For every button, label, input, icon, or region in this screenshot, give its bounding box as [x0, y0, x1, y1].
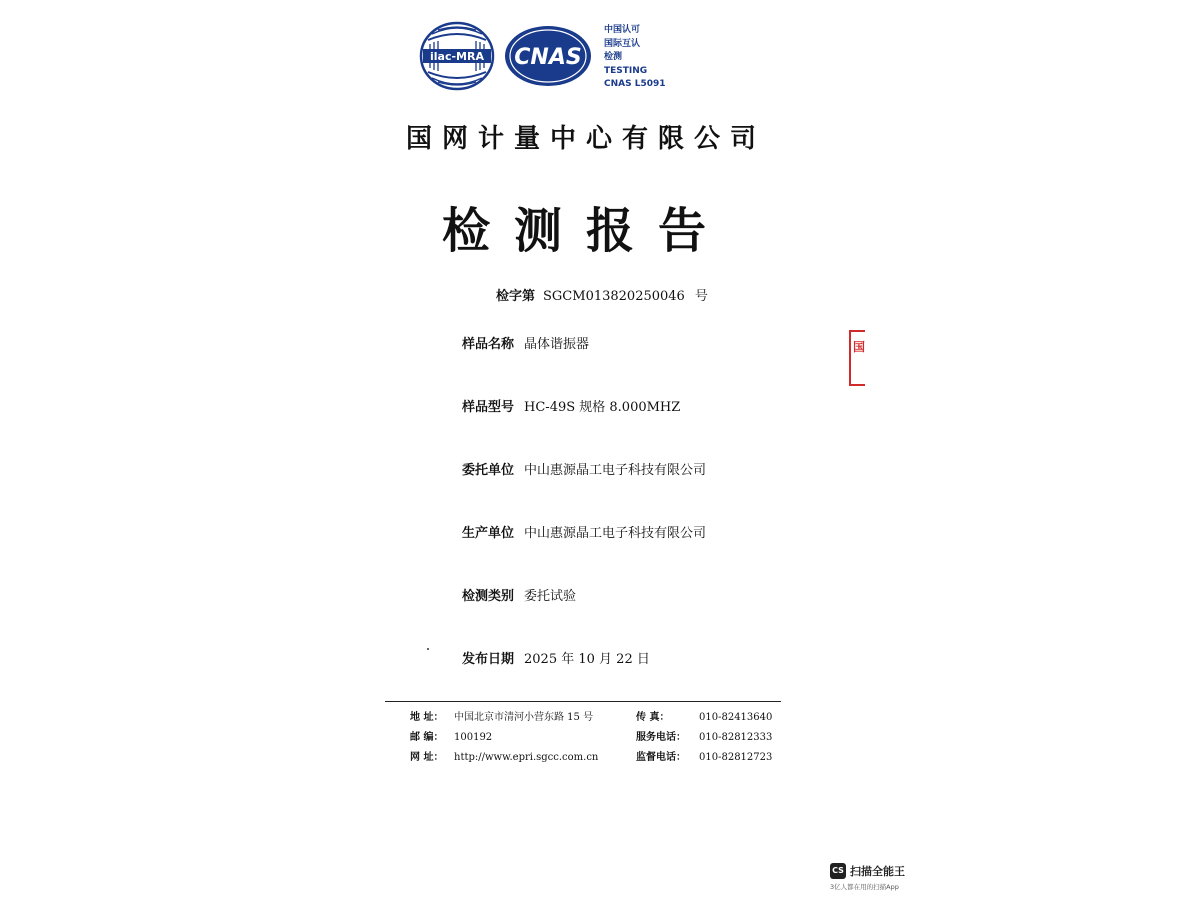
field-manufacturer [462, 522, 706, 541]
cnas-logo [503, 24, 593, 88]
report-number-value: SGCM013820250046 [543, 289, 685, 304]
footer-service-phone [636, 728, 772, 743]
field-label: 发布日期 [462, 652, 515, 667]
footer-website-value: http://www.epri.sgcc.com.cn [454, 752, 599, 763]
camscanner-watermark-tagline: 3亿人都在用的扫描App [830, 883, 899, 891]
field-label: 样品型号 [462, 400, 515, 415]
report-number-suffix: 号 [694, 289, 708, 304]
field-client [462, 459, 706, 478]
field-sample-name [462, 333, 589, 352]
cnas-line: 国际互认 [604, 38, 641, 49]
footer-service-phone-label: 服务电话： [636, 732, 686, 743]
field-sample-model [462, 396, 680, 415]
footer-fax-label: 传 真： [636, 712, 670, 723]
seal-stamp-char: 国 [853, 340, 866, 354]
field-value: 2025 年 10 月 22 日 [524, 652, 650, 667]
footer-postcode [410, 728, 492, 743]
cnas-line: 中国认可 [604, 25, 641, 35]
footer-divider [385, 701, 781, 702]
camscanner-watermark-name: 扫描全能王 [850, 865, 905, 878]
cnas-accreditation-text [604, 24, 666, 92]
field-label: 检测类别 [462, 589, 515, 604]
cnas-line: TESTING [604, 65, 648, 76]
camscanner-badge-icon: CS [830, 863, 846, 879]
footer-address [410, 708, 593, 723]
footer-website-label: 网 址： [410, 752, 444, 763]
field-label: 生产单位 [462, 526, 515, 541]
field-value: 中山惠源晶工电子科技有限公司 [524, 526, 707, 541]
field-value: HC-49S 规格 8.000MHZ [524, 400, 681, 415]
footer-fax-value: 010-82413640 [699, 712, 773, 723]
field-test-category [462, 585, 576, 604]
ilac-mra-logo-text: ilac-MRA [430, 50, 484, 63]
footer-supervision-phone [636, 748, 772, 763]
footer-website [410, 748, 598, 763]
footer-postcode-value: 100192 [454, 732, 493, 743]
report-number [496, 285, 708, 304]
footer-supervision-phone-value: 010-82812723 [699, 752, 773, 763]
cnas-logo-text: CNAS [514, 45, 582, 70]
scan-speck [427, 648, 429, 650]
field-issue-date [462, 648, 650, 667]
cnas-line: CNAS L5091 [604, 79, 666, 89]
footer-supervision-phone-label: 监督电话： [636, 752, 686, 763]
report-title: 检测报告 [441, 203, 730, 259]
report-number-label: 检字第 [496, 289, 536, 304]
field-value: 中山惠源晶工电子科技有限公司 [524, 463, 707, 478]
ilac-mra-logo [418, 20, 496, 92]
footer-address-value: 中国北京市清河小营东路 15 号 [454, 712, 594, 723]
footer-postcode-label: 邮 编： [410, 732, 444, 743]
field-value: 委托试验 [524, 589, 577, 604]
field-value: 晶体谐振器 [524, 337, 590, 352]
field-label: 委托单位 [462, 463, 515, 478]
footer-service-phone-value: 010-82812333 [699, 732, 773, 743]
field-label: 样品名称 [462, 337, 515, 352]
footer-fax [636, 708, 772, 723]
company-title: 国网计量中心有限公司 [405, 124, 766, 154]
cnas-line: 检测 [604, 52, 623, 62]
footer-address-label: 地 址： [410, 712, 444, 723]
